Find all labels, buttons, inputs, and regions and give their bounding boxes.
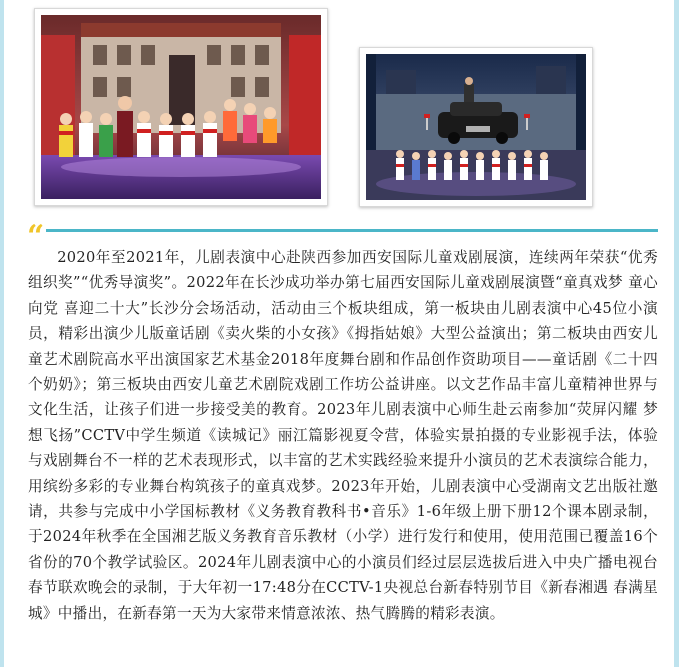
screen-performance-image — [366, 54, 586, 200]
section-divider — [46, 229, 658, 232]
stage-performance-image — [41, 15, 321, 199]
right-frame-border — [674, 0, 679, 667]
left-frame-border — [0, 0, 4, 667]
screen-performance-photo — [359, 47, 593, 207]
left-double-quote-icon: “ — [27, 219, 45, 254]
stage-performance-photo — [34, 8, 328, 206]
article-paragraph: 2020年至2021年，儿剧表演中心赴陕西参加西安国际儿童戏剧展演，连续两年荣获“优秀组织奖”“优秀导演奖”。2022年在长沙成功举办第七届西安国际儿童戏剧展演暨“童真戏梦 童心向党 喜迎二十大”长沙分会场活动，活动由三个板块组成，第一板块由儿剧表演中心45位小演员，精彩出演少儿版童话剧《卖火柴的小女孩》《拇指姑娘》大型公益演出；第二板块由西安儿童艺术剧院高水平出演国家艺术基金2018年度舞台剧和作品创作资助项目——童话剧《二十四个奶奶》；第三板块由西安儿童艺术剧院戏剧工作坊公益讲座。以文艺作品丰富儿童精神世界与文化生活，让孩子们进一步接受美的教育。2023年儿剧表演中心师生赴云南参加“荧屏闪耀 梦想飞扬”CCTV中学生频道《读城记》丽江篇影视夏令营，体验实景拍摄的专业影视手法，体验与戏剧舞台不一样的艺术表现形式，以丰富的艺术实践经验来提升小演员的艺术表演综合能力，用缤纷多彩的专业舞台构筑孩子的童真戏梦。2023年开始，儿剧表演中心受湖南文艺出版社邀请，共参与完成中小学国标教材《义务教育教科书•音乐》1-6年级上册下册12个课本剧录制，于2024年秋季在全国湘艺版义务教育音乐教材（小学）进行发行和使用，使用范围已覆盖16个省份的70个教学试验区。2024年儿剧表演中心的小演员们经过层层选拔后进入中央广播电视台春节联欢晚会的录制，于大年初一17:48分在CCTV-1央视总台新春特别节目《新春湘遇 春满星城》中播出，在新春第一天为大家带来情意浓浓、热气腾腾的精彩表演。 — [28, 249, 658, 622]
